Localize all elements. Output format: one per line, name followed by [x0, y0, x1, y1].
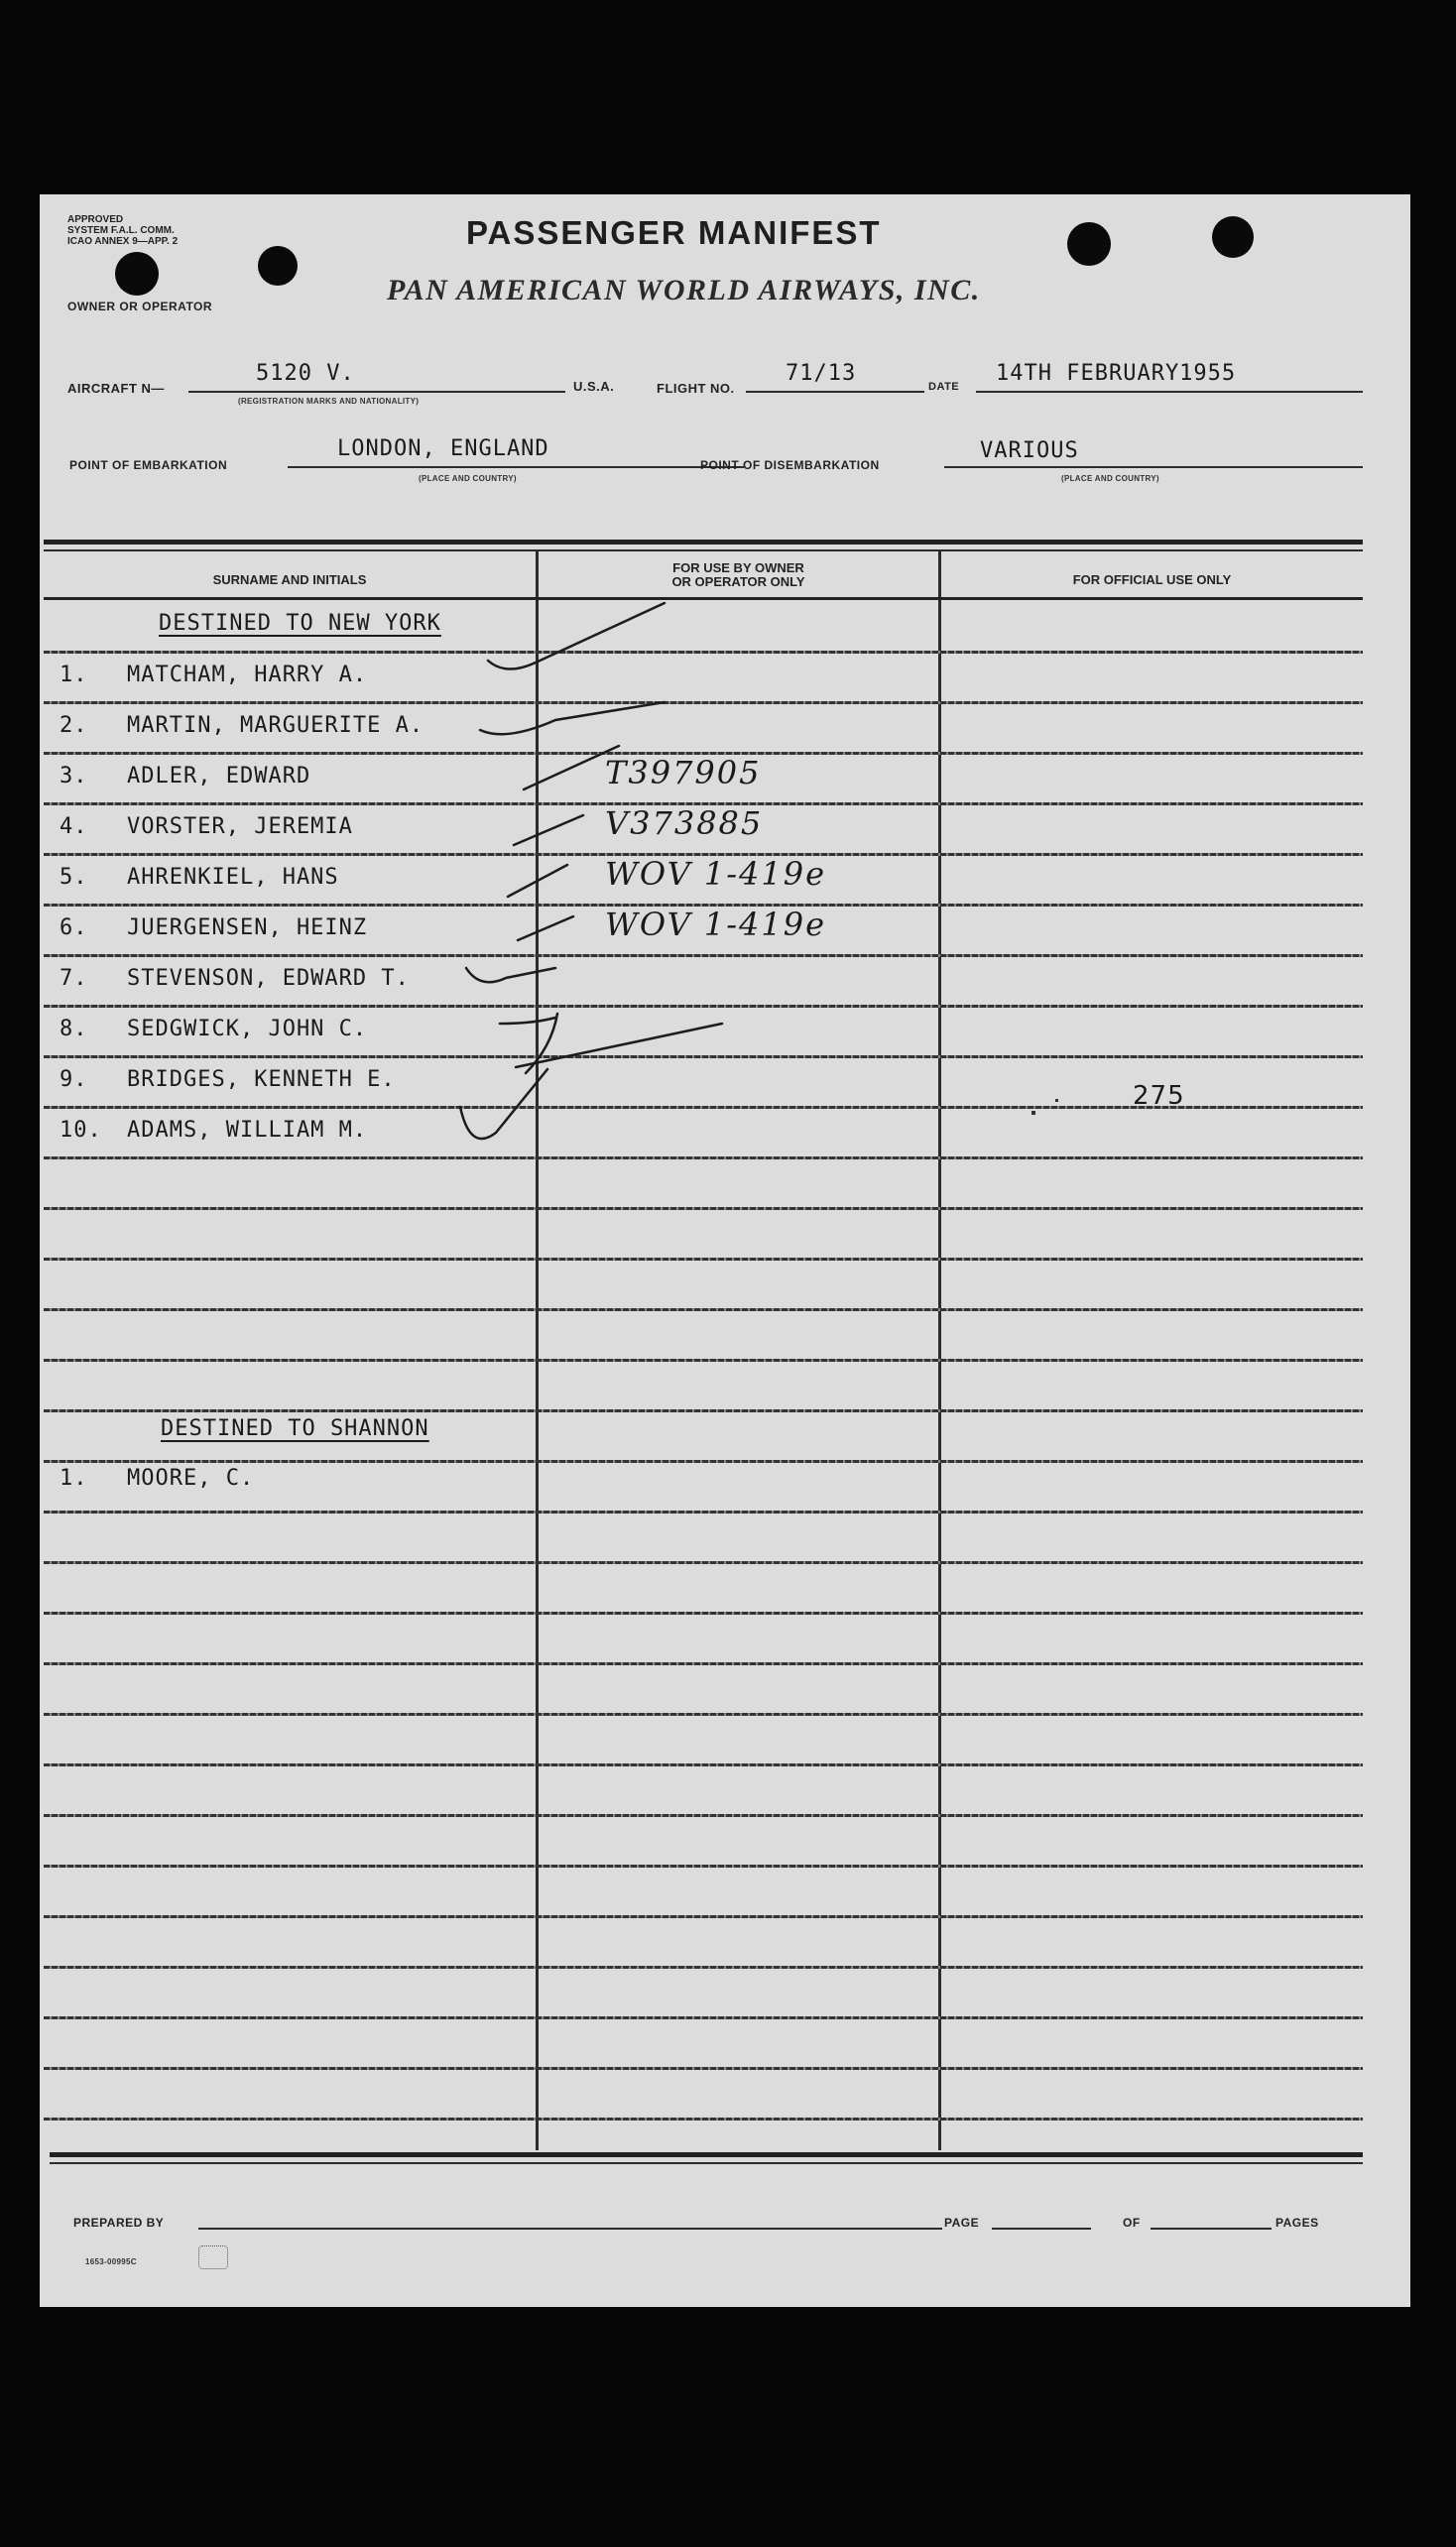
passenger-number: 4.: [60, 814, 88, 839]
passenger-number: 8.: [60, 1017, 88, 1041]
passenger-number: 9.: [60, 1067, 88, 1092]
column-header-owner-use-line: FOR USE BY OWNER: [672, 560, 804, 575]
column-header-surname: SURNAME AND INITIALS: [212, 572, 367, 587]
passenger-number: 6.: [60, 915, 88, 940]
handwritten-marks: [40, 194, 1410, 2307]
passenger-name: MATCHAM, HARRY A.: [127, 663, 368, 687]
aircraft-label: AIRCRAFT N—: [67, 381, 165, 396]
passenger-document-note: WOV 1-419e: [605, 906, 827, 943]
operator-name: PAN AMERICAN WORLD AIRWAYS, INC.: [387, 274, 981, 306]
date-label: DATE: [928, 381, 960, 393]
check-mark-icon: [508, 865, 567, 897]
passenger-number: 10.: [60, 1118, 102, 1143]
passenger-name: MOORE, C.: [127, 1466, 255, 1491]
passenger-document-note: WOV 1-419e: [605, 855, 827, 893]
passenger-name: SEDGWICK, JOHN C.: [127, 1017, 368, 1041]
official-note: 275: [1133, 1081, 1185, 1111]
passenger-name: ADAMS, WILLIAM M.: [127, 1118, 368, 1143]
disembarkation-value: VARIOUS: [980, 438, 1079, 463]
passenger-number: 3.: [60, 764, 88, 788]
approval-line: APPROVED: [67, 214, 124, 225]
passenger-name: STEVENSON, EDWARD T.: [127, 966, 410, 991]
embarkation-sublabel: (PLACE AND COUNTRY): [419, 474, 517, 483]
disembarkation-sublabel: (PLACE AND COUNTRY): [1061, 474, 1159, 483]
passenger-number: 2.: [60, 713, 88, 738]
passenger-name: ADLER, EDWARD: [127, 764, 311, 788]
of-label: OF: [1123, 2216, 1141, 2230]
passenger-number: 1.: [60, 663, 88, 687]
passenger-name: BRIDGES, KENNETH E.: [127, 1067, 396, 1092]
passenger-number: 5.: [60, 865, 88, 890]
approval-line: SYSTEM F.A.L. COMM.: [67, 225, 175, 236]
column-header-owner-use-line: OR OPERATOR ONLY: [671, 574, 805, 589]
aircraft-value: 5120 V.: [256, 361, 355, 386]
page-label: PAGE: [944, 2216, 980, 2230]
flight-label: FLIGHT NO.: [657, 381, 735, 396]
passenger-number: 1.: [60, 1466, 88, 1491]
column-header-official: FOR OFFICIAL USE ONLY: [1072, 572, 1232, 587]
aircraft-sublabel: (REGISTRATION MARKS AND NATIONALITY): [238, 397, 420, 406]
page-title: PASSENGER MANIFEST: [466, 214, 882, 251]
check-mark-icon: [480, 702, 665, 734]
passenger-name: JUERGENSEN, HEINZ: [127, 915, 368, 940]
passenger-name: AHRENKIEL, HANS: [127, 865, 339, 890]
owner-label: OWNER OR OPERATOR: [67, 300, 213, 313]
check-mark-icon: [518, 916, 573, 940]
embarkation-label: POINT OF EMBARKATION: [69, 458, 228, 472]
check-mark-icon: [514, 815, 583, 845]
embarkation-value: LONDON, ENGLAND: [337, 436, 549, 461]
check-mark-icon: [466, 968, 555, 982]
group-heading: DESTINED TO NEW YORK: [159, 611, 441, 636]
approval-line: ICAO ANNEX 9—APP. 2: [67, 236, 179, 247]
flight-value: 71/13: [786, 361, 857, 386]
check-mark-icon: [488, 603, 665, 669]
passenger-name: VORSTER, JEREMIA: [127, 814, 353, 839]
check-mark-icon: [500, 1018, 555, 1024]
check-mark-icon: [524, 746, 619, 789]
group-heading: DESTINED TO SHANNON: [161, 1416, 429, 1441]
nationality: U.S.A.: [573, 379, 615, 394]
disembarkation-label: POINT OF DISEMBARKATION: [700, 458, 880, 472]
passenger-name: MARTIN, MARGUERITE A.: [127, 713, 425, 738]
manifest-sheet: [40, 194, 1410, 2307]
date-value: 14TH FEBRUARY1955: [996, 361, 1237, 386]
form-number: 1653-00995C: [85, 2257, 137, 2266]
prepared-by-label: PREPARED BY: [73, 2216, 165, 2230]
pages-label: PAGES: [1275, 2216, 1319, 2230]
passenger-document-note: V373885: [605, 804, 764, 842]
check-mark-icon: [460, 1069, 547, 1139]
passenger-number: 7.: [60, 966, 88, 991]
passenger-document-note: T397905: [605, 754, 762, 791]
